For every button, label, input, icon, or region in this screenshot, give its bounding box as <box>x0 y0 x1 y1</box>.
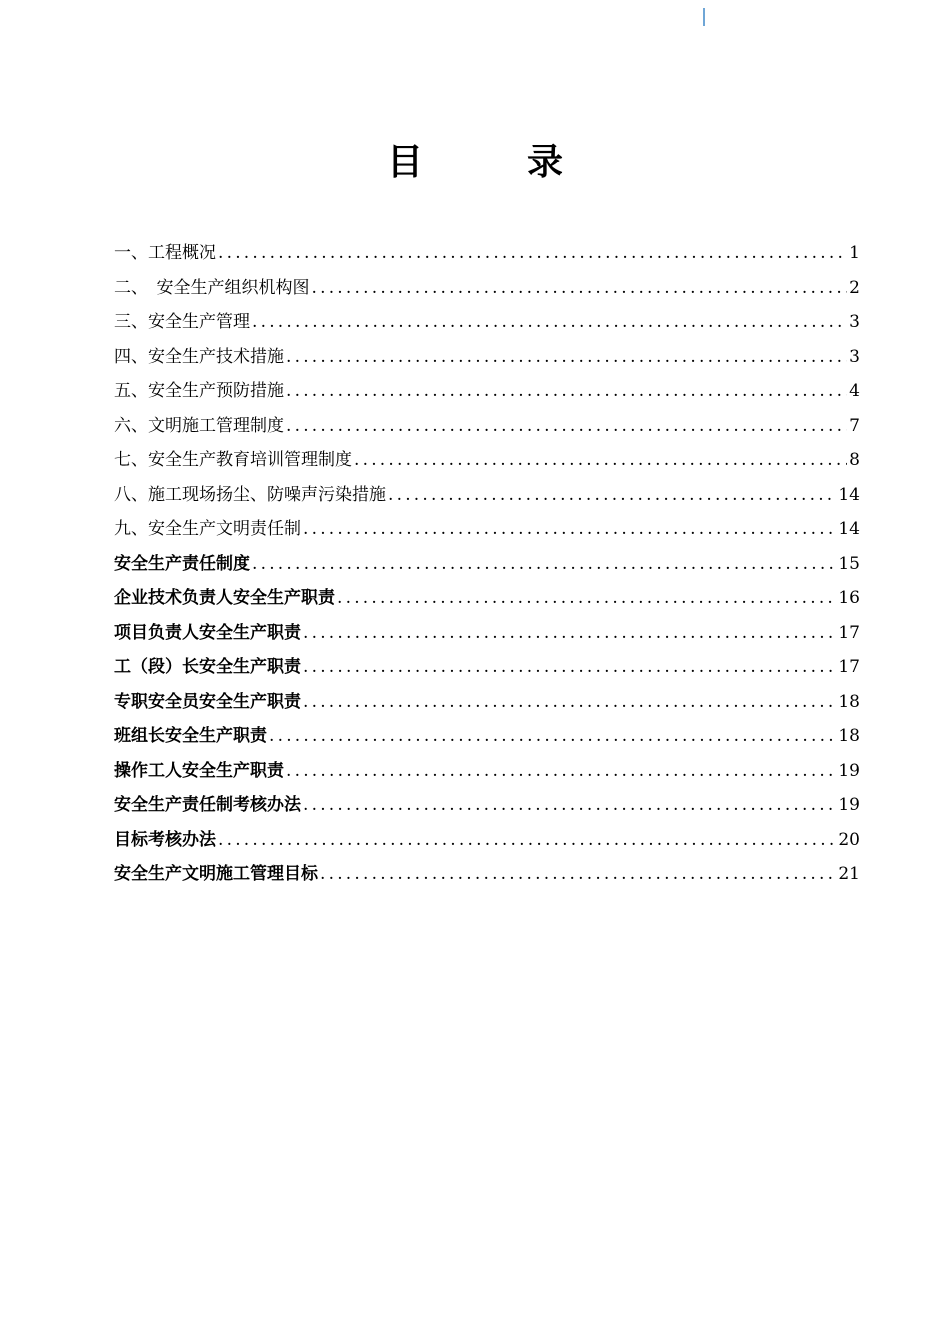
toc-entry-label: 四、安全生产技术措施 <box>114 346 284 367</box>
header-marker <box>703 8 705 26</box>
toc-page-number: 17 <box>838 622 860 643</box>
toc-dot-leader <box>320 857 836 892</box>
toc-entry-label: 六、文明施工管理制度 <box>114 415 284 436</box>
toc-page-number: 21 <box>838 864 860 884</box>
toc-entry[interactable] <box>114 512 860 547</box>
toc-entry[interactable] <box>114 650 860 685</box>
toc-page-number: 16 <box>838 588 860 608</box>
toc-entry-label: 企业技术负责人安全生产职责 <box>114 588 335 608</box>
toc-entry-label: 七、安全生产教育培训管理制度 <box>114 450 352 470</box>
toc-entry[interactable] <box>114 271 860 306</box>
toc-entry-label: 安全生产责任制考核办法 <box>114 795 301 815</box>
toc-page-number: 20 <box>838 829 860 850</box>
toc-entry-label: 目标考核办法 <box>114 829 216 850</box>
toc-dot-leader <box>286 374 847 409</box>
toc-entry[interactable] <box>114 719 860 754</box>
toc-dot-leader <box>303 685 836 720</box>
toc-entry[interactable] <box>114 754 860 789</box>
toc-page-number: 1 <box>849 243 860 263</box>
toc-page-number: 8 <box>849 450 860 470</box>
toc-entry[interactable] <box>114 788 860 823</box>
toc-page-number: 4 <box>849 381 860 401</box>
toc-entry-label: 九、安全生产文明责任制 <box>114 519 301 539</box>
toc-dot-leader <box>252 547 836 582</box>
toc-entry-label: 三、安全生产管理 <box>114 312 250 332</box>
toc-entry-label: 安全生产责任制度 <box>114 553 250 574</box>
toc-page-number: 17 <box>838 657 860 677</box>
toc-dot-leader <box>218 236 847 271</box>
toc-page-number: 19 <box>838 760 860 781</box>
toc-dot-leader <box>286 409 847 444</box>
toc-dot-leader <box>286 340 847 375</box>
toc-entry-label: 安全生产文明施工管理目标 <box>114 864 318 884</box>
toc-page-number: 14 <box>838 484 860 505</box>
toc-dot-leader <box>312 271 848 306</box>
toc-entry[interactable] <box>114 236 860 271</box>
toc-entry-label: 二、 安全生产组织机构图 <box>114 277 310 298</box>
toc-dot-leader <box>303 616 836 651</box>
toc-entry-label: 五、安全生产预防措施 <box>114 381 284 401</box>
toc-dot-leader <box>354 443 847 478</box>
toc-page-number: 19 <box>838 795 860 815</box>
toc-entry[interactable] <box>114 478 860 513</box>
toc-entry[interactable] <box>114 409 860 444</box>
toc-page-number: 2 <box>849 277 860 298</box>
toc-entry[interactable] <box>114 443 860 478</box>
toc-page-number: 3 <box>849 312 860 332</box>
toc-entry[interactable] <box>114 823 860 858</box>
toc-entry-label: 班组长安全生产职责 <box>114 726 267 746</box>
toc-dot-leader <box>303 512 836 547</box>
toc-page-number: 14 <box>838 519 860 539</box>
toc-entry-label: 操作工人安全生产职责 <box>114 760 284 781</box>
toc-dot-leader <box>337 581 836 616</box>
toc-entry[interactable] <box>114 616 860 651</box>
toc-page-number: 18 <box>838 691 860 712</box>
toc-page-number: 18 <box>838 726 860 746</box>
toc-dot-leader <box>303 788 836 823</box>
toc-entry[interactable] <box>114 374 860 409</box>
toc-page-number: 3 <box>849 346 860 367</box>
toc-entry[interactable] <box>114 305 860 340</box>
toc-dot-leader <box>286 754 836 789</box>
toc-page-number: 7 <box>849 415 860 436</box>
toc-entry[interactable] <box>114 581 860 616</box>
toc-page-number: 15 <box>838 553 860 574</box>
toc-entry-label: 一、工程概况 <box>114 243 216 263</box>
table-of-contents <box>114 236 860 892</box>
toc-entry-label: 项目负责人安全生产职责 <box>114 622 301 643</box>
toc-dot-leader <box>303 650 836 685</box>
toc-dot-leader <box>218 823 836 858</box>
toc-entry-label: 八、施工现场扬尘、防噪声污染措施 <box>114 484 386 505</box>
toc-entry[interactable] <box>114 547 860 582</box>
toc-entry[interactable] <box>114 685 860 720</box>
toc-dot-leader <box>269 719 836 754</box>
toc-entry[interactable] <box>114 340 860 375</box>
toc-dot-leader <box>252 305 847 340</box>
toc-entry-label: 专职安全员安全生产职责 <box>114 691 301 712</box>
toc-dot-leader <box>388 478 836 513</box>
page-title: 目 录 <box>386 142 597 183</box>
toc-entry-label: 工（段）长安全生产职责 <box>114 657 301 677</box>
toc-entry[interactable] <box>114 857 860 892</box>
